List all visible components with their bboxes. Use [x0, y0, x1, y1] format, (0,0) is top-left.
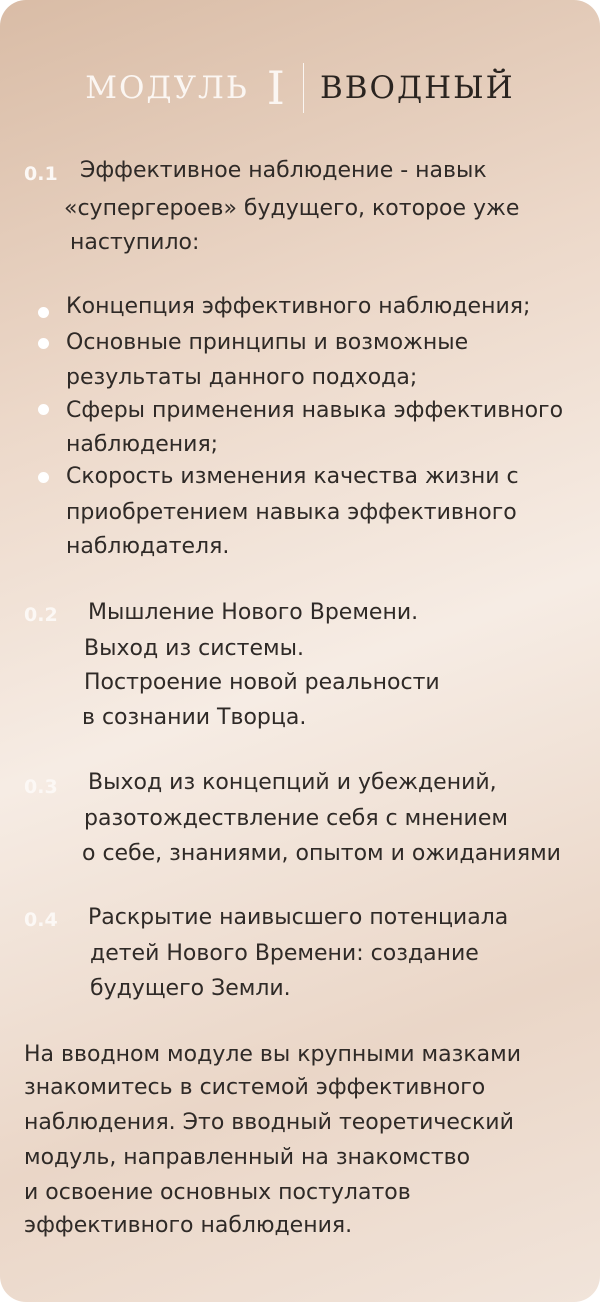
module-label: МОДУЛЬ: [85, 70, 249, 106]
bullet-dot: [38, 338, 49, 349]
description-line: модуль, направленный на знакомство: [24, 1145, 471, 1170]
description-line: знакомитесь в системой эффективного: [24, 1075, 486, 1100]
bullet-line: Основные принципы и возможные: [66, 330, 469, 355]
bullet-line: наблюдения;: [66, 432, 219, 457]
bullet-line: приобретением навыка эффективного: [66, 500, 517, 525]
section-number: 0.4: [24, 909, 58, 931]
section-line: Построение новой реальности: [84, 670, 440, 695]
section-number: 0.2: [24, 604, 58, 626]
section-line: Раскрытие наивысшего потенциала: [88, 905, 509, 930]
section-line: «супергероев» будущего, которое уже: [64, 196, 520, 221]
description-line: наблюдения. Это вводный теоретический: [24, 1110, 514, 1135]
module-name: ВВОДНЫЙ: [319, 70, 515, 106]
section-line: наступило:: [70, 230, 200, 255]
bullet-line: результаты данного подхода;: [66, 365, 418, 390]
description-line: и освоение основных постулатов: [24, 1180, 411, 1205]
module-title: [0, 58, 600, 118]
section-line: детей Нового Времени: создание: [90, 941, 479, 966]
bullet-line: Концепция эффективного наблюдения;: [66, 294, 531, 319]
bullet-dot: [38, 472, 49, 483]
description-line: На вводном модуле вы крупными мазками: [24, 1042, 521, 1067]
bullet-dot: [38, 404, 49, 415]
module-number: I: [266, 61, 285, 115]
bullet-line: наблюдателя.: [66, 534, 230, 559]
section-line: в сознании Творца.: [82, 705, 307, 730]
bullet-line: Сферы применения навыка эффективного: [66, 398, 564, 423]
section-line: Выход из системы.: [84, 636, 304, 661]
section-line: Мышление Нового Времени.: [88, 600, 419, 625]
bullet-dot: [38, 307, 49, 318]
description-line: эффективного наблюдения.: [24, 1213, 353, 1238]
section-number: 0.1: [24, 163, 58, 185]
title-divider: [303, 63, 304, 113]
bullet-line: Скорость изменения качества жизни с: [66, 464, 519, 489]
section-number: 0.3: [24, 776, 58, 798]
section-line: разотождествление себя с мнением: [84, 806, 508, 831]
section-line: будущего Земли.: [90, 976, 291, 1001]
section-line: Выход из концепций и убеждений,: [88, 770, 497, 795]
section-line: Эффективное наблюдение - навык: [80, 158, 487, 183]
section-line: о себе, знаниями, опытом и ожиданиями: [82, 841, 561, 866]
